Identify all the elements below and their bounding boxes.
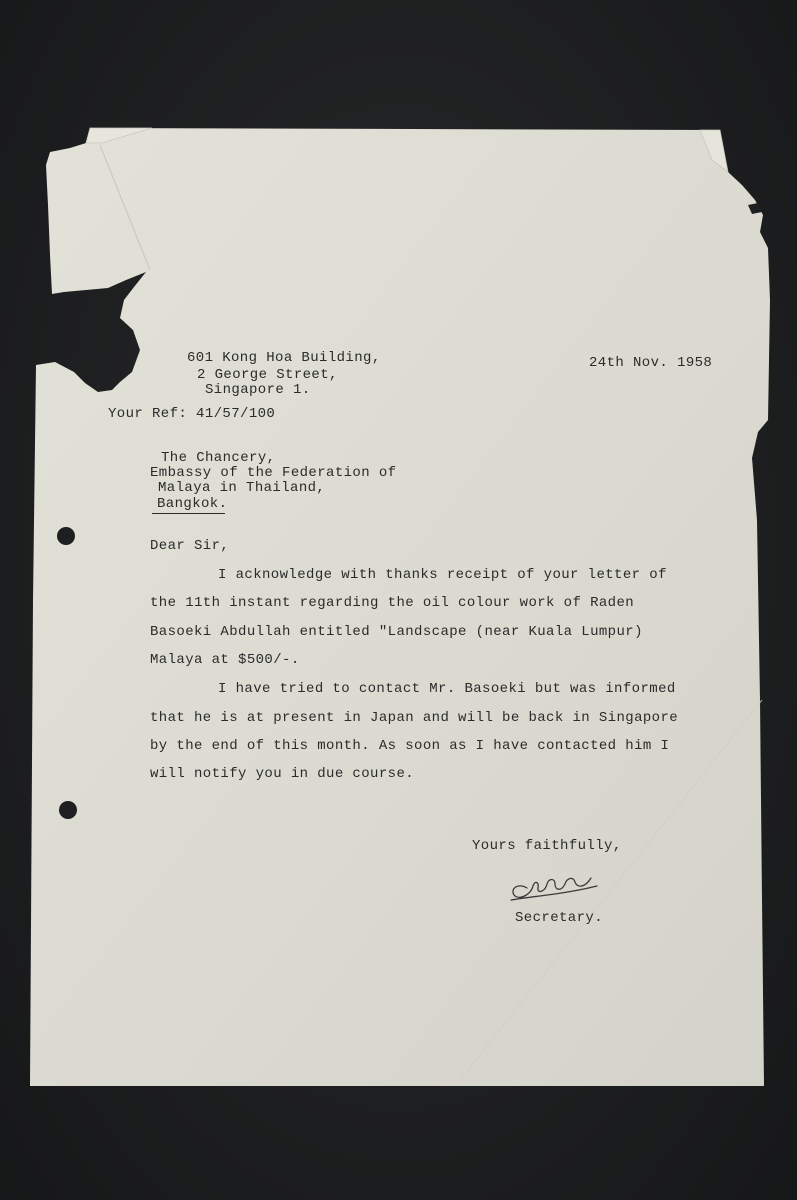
handwritten-signature <box>505 866 605 912</box>
sender-address-line-3: Singapore 1. <box>205 382 311 398</box>
recipient-line-1: The Chancery, <box>161 450 276 466</box>
reference-number: Your Ref: 41/57/100 <box>108 406 276 422</box>
recipient-line-4: Bangkok. <box>157 496 228 512</box>
paragraph-2-line-3: by the end of this month. As soon as I have contacted him I <box>150 738 670 754</box>
recipient-line-3: Malaya in Thailand, <box>158 480 326 496</box>
punch-hole-bottom <box>59 801 77 819</box>
closing: Yours faithfully, <box>472 838 622 854</box>
signature-title: Secretary. <box>515 910 604 926</box>
letter-date: 24th Nov. 1958 <box>589 355 713 371</box>
punch-hole-top <box>57 527 75 545</box>
paragraph-2-line-1: I have tried to contact Mr. Basoeki but was informed <box>218 681 676 697</box>
paragraph-1-line-4: Malaya at $500/-. <box>150 652 300 668</box>
recipient-city-underline <box>152 513 225 514</box>
paragraph-2-line-2: that he is at present in Japan and will be back in Singapore <box>150 710 679 726</box>
paragraph-1-line-2: the 11th instant regarding the oil colour work of Raden <box>150 595 635 611</box>
recipient-line-2: Embassy of the Federation of <box>150 465 397 481</box>
paragraph-2-line-4: will notify you in due course. <box>150 766 415 782</box>
paragraph-1-line-1: I acknowledge with thanks receipt of your letter of <box>218 567 667 583</box>
paragraph-1-line-3: Basoeki Abdullah entitled "Landscape (near Kuala Lumpur) <box>150 624 643 640</box>
sender-address-line-1: 601 Kong Hoa Building, <box>187 350 381 366</box>
salutation: Dear Sir, <box>150 538 230 554</box>
sender-address-line-2: 2 George Street, <box>197 367 338 383</box>
